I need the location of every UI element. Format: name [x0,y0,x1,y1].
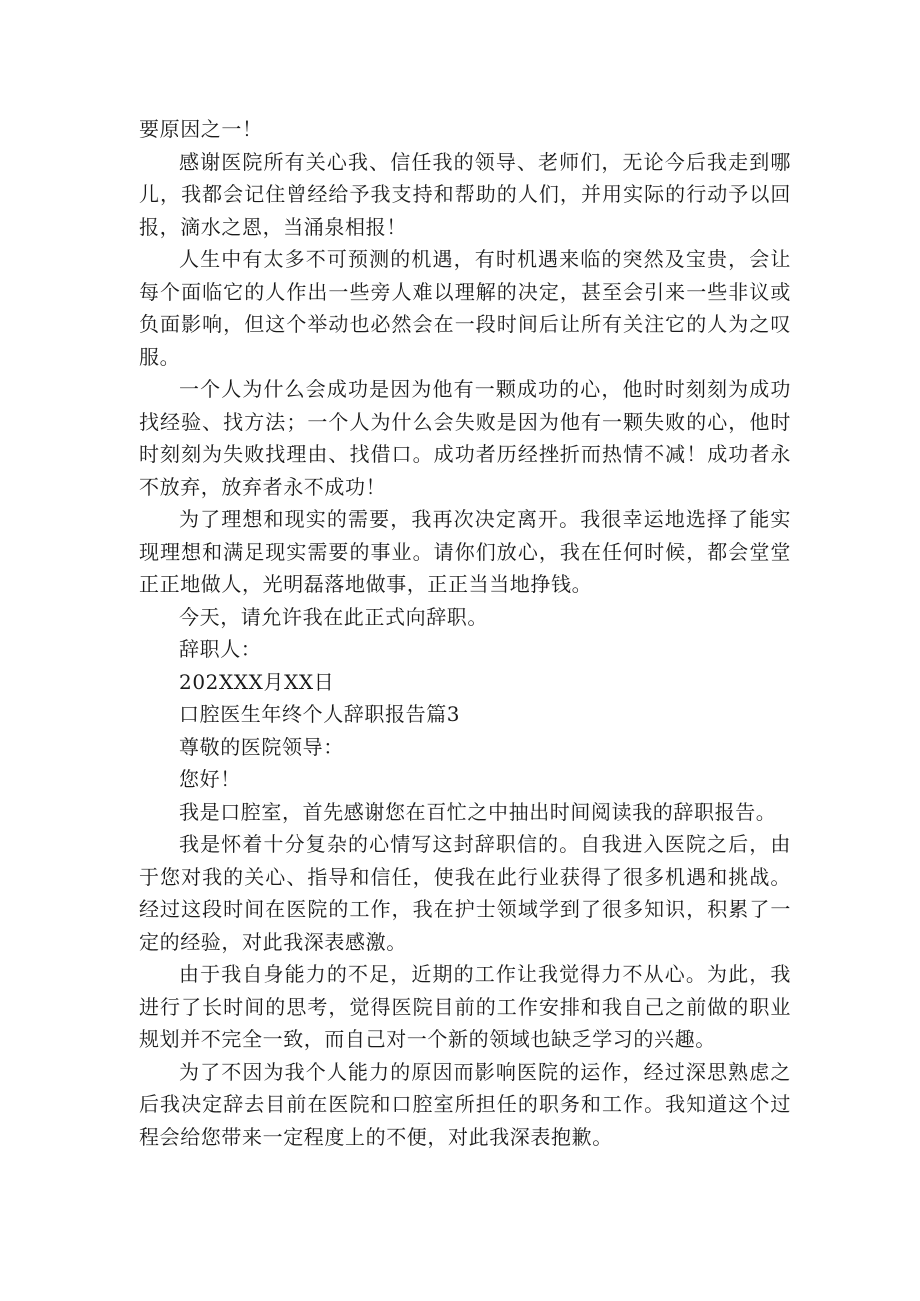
section-title: 口腔医生年终个人辞职报告篇3 [179,702,461,726]
paragraph-reason: 由于我自身能力的不足，近期的工作让我觉得力不从心。为此，我进行了长时间的思考，觉得医院目前的工作安排和我自己之前做的职业规划并不完全一致，而自己对一个新的领域也缺乏学习的兴趣。 [139,962,791,1051]
paragraph-decision: 为了理想和现实的需要，我再次决定离开。我很幸运地选择了能实现理想和满足现实需要的事业。请你们放心，我在任何时候，都会堂堂正正地做人，光明磊落地做事，正正当当地挣钱。 [139,507,791,596]
paragraph-success: 一个人为什么会成功是因为他有一颗成功的心，他时时刻刻为成功找经验、找方法；一个人为什么会失败是因为他有一颗失败的心，他时时刻刻为失败找理由、找借口。成功者历经挫折而热情不减！成功者永不放弃，放弃者永不成功！ [139,377,791,499]
salutation: 尊敬的医院领导： [179,734,344,759]
date-line: 202XXX月XX日 [179,669,335,694]
paragraph-continuation: 要原因之一！ [139,117,263,141]
greeting: 您好！ [179,767,241,791]
paragraph-opportunity: 人生中有太多不可预测的机遇，有时机遇来临的突然及宝贵，会让每个面临它的人作出一些旁人难以理解的决定，甚至会引来一些非议或负面影响，但这个举动也必然会在一段时间后让所有关注它的人为之叹服。 [139,247,791,369]
signature-label: 辞职人： [179,637,262,661]
document-body [139,113,791,1153]
paragraph-thanks: 感谢医院所有关心我、信任我的领导、老师们，无论今后我走到哪儿，我都会记住曾经给予我支持和帮助的人们，并用实际的行动予以回报，滴水之恩，当涌泉相报！ [139,149,791,239]
paragraph-final-decision: 为了不因为我个人能力的原因而影响医院的运作，经过深思熟虑之后我决定辞去目前在医院和口腔室所担任的职务和工作。我知道这个过程会给您带来一定程度上的不便，对此我深表抱歉。 [139,1059,791,1149]
paragraph-resign-today: 今天，请允许我在此正式向辞职。 [179,604,488,629]
paragraph-intro: 我是口腔室，首先感谢您在百忙之中抽出时间阅读我的辞职报告。 [179,799,777,824]
paragraph-feelings: 我是怀着十分复杂的心情写这封辞职信的。自我进入医院之后，由于您对我的关心、指导和信任，使我在此行业获得了很多机遇和挑战。经过这段时间在医院的工作，我在护士领域学到了很多知识，积累了一定的经验，对此我深表感激。 [139,832,791,954]
